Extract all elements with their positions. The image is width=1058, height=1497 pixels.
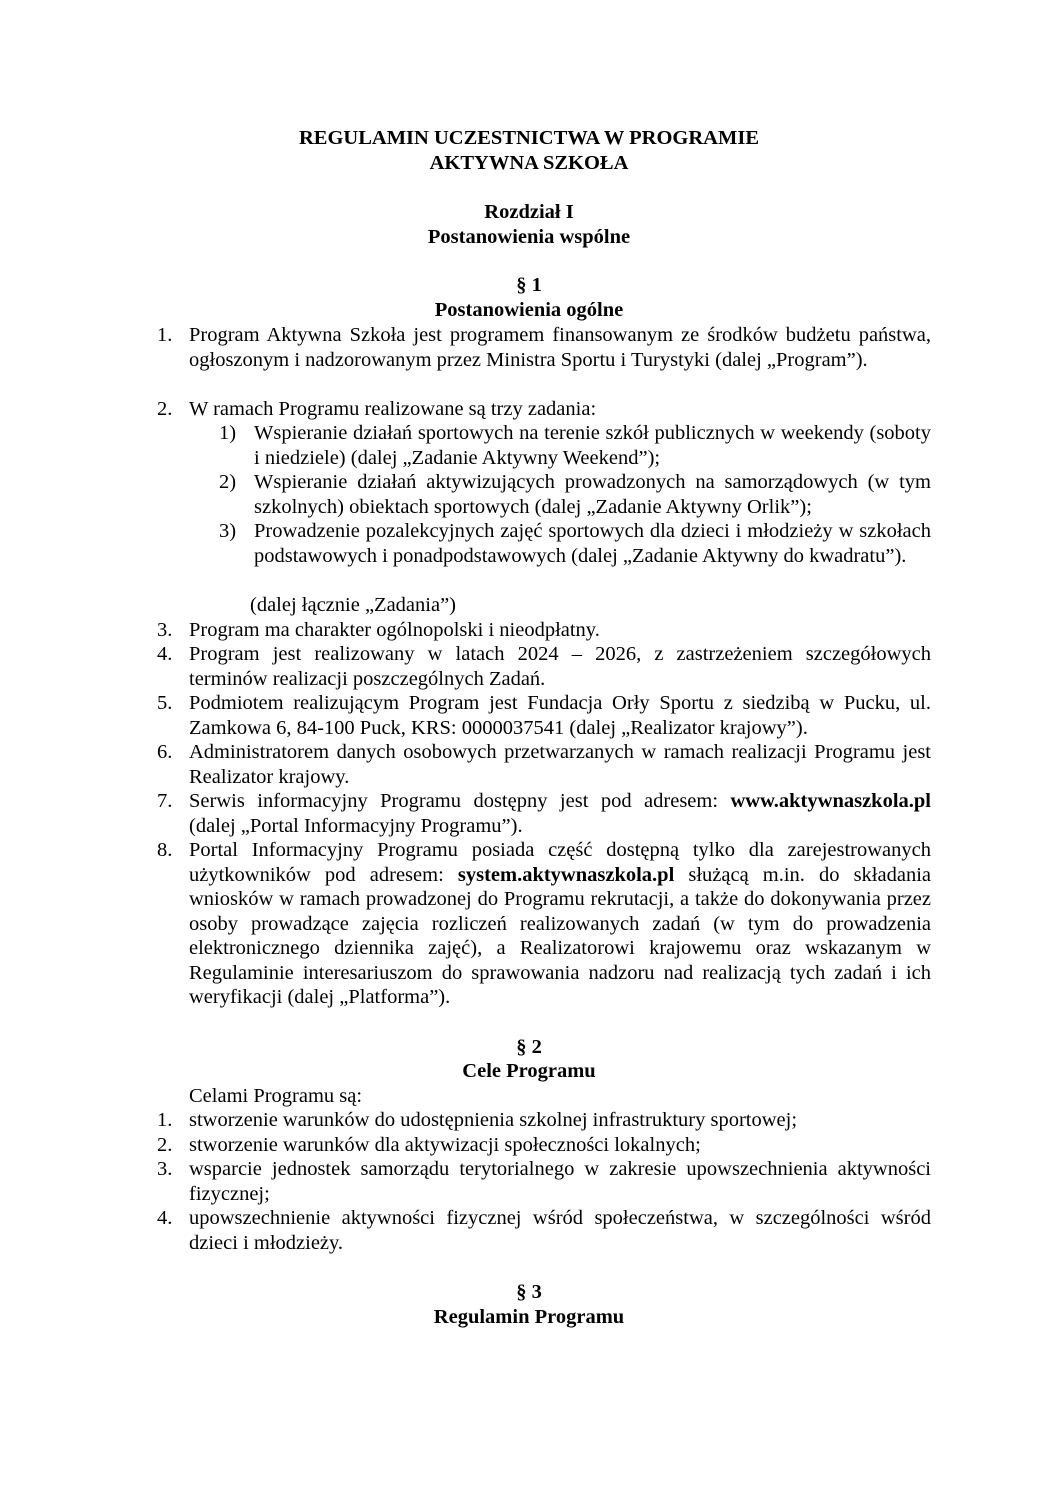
list-item-text: W ramach Programu realizowane są trzy zadania: [189,398,597,420]
list-item-number: 3. [157,619,173,641]
list-item-number: 2. [157,398,173,420]
chapter-number: Rozdział I [484,201,574,223]
list-item-text: Podmiotem realizującym Program jest Fundacja Orły Sportu z siedzibą w Pucku, ul. Zamkowa 6, 84-100 Puck, KRS: 0000037541 (dalej „Realizator krajowy”). [189,692,931,739]
list-item-number: 1. [157,324,173,346]
list-item-text: Program Aktywna Szkoła jest programem finansowanym ze środków budżetu państwa, ogłoszonym i nadzorowanym przez Ministra Sportu i Turystyki (dalej „Program”). [189,324,931,371]
section-3-number: § 3 [516,1281,542,1303]
document-title-line2: AKTYWNA SZKOŁA [429,152,629,174]
list-item-text: stworzenie warunków do udostępnienia szkolnej infrastruktury sportowej; [189,1109,798,1131]
text-fragment: (dalej „Portal Informacyjny Programu”). [189,814,523,837]
section-1-title: Postanowienia ogólne [434,299,624,321]
list-item-text [189,838,931,1010]
text-fragment: Portal Informacyjny Programu posiada część dostępną tylko dla zarejestrowanych użytkowników pod adresem: [189,839,931,886]
list-item-text: stworzenie warunków dla aktywizacji społeczności lokalnych; [189,1134,701,1156]
chapter-title: Postanowienia wspólne [427,226,631,248]
list-item-text: Program ma charakter ogólnopolski i nieodpłatny. [189,619,600,641]
section-2-title: Cele Programu [462,1060,596,1082]
list-item-text: upowszechnienie aktywności fizycznej wśród społeczeństwa, w szczególności wśród dzieci i młodzieży. [189,1207,931,1254]
sub-item-number: 1) [219,422,237,444]
list-item-number: 4. [157,1207,173,1229]
section-1-number: § 1 [516,274,542,296]
list-item-number: 8. [157,839,173,861]
list-item-number: 3. [157,1158,173,1180]
section-3-title: Regulamin Programu [433,1306,625,1328]
list-item-text: Program jest realizowany w latach 2024 – 2026, z zastrzeżeniem szczegółowych terminów realizacji poszczególnych Zadań. [189,643,931,690]
platform-link[interactable]: system.aktywnaszkola.pl [457,863,675,886]
list-item-number: 6. [157,741,173,763]
list-item-text: Administratorem danych osobowych przetwarzanych w ramach realizacji Programu jest Realizator krajowy. [189,741,931,788]
sub-item-number: 3) [219,520,237,542]
sub-items-note: (dalej łącznie „Zadania”) [250,594,456,616]
list-item-number: 7. [157,790,173,812]
list-item-number: 5. [157,692,173,714]
text-fragment: służącą m.in. do składania wniosków w ramach prowadzonej do Programu rekrutacji, a także do dokonywania przez osoby prowadzące zajęcia rozliczeń realizowanych zadań (w tym do prowadzenia elektronicznego dziennika zajęć), a Realizatorowi krajowemu oraz wskazanym w Regulaminie interesariuszom do sprawowania nadzoru nad realizacją tych zadań i ich weryfikacji (dalej „Platforma”). [189,863,931,1008]
sub-item-text: Prowadzenie pozalekcyjnych zajęć sportowych dla dzieci i młodzieży w szkołach podstawowych i ponadpodstawowych (dalej „Zadanie Aktywny do kwadratu”). [254,520,931,567]
list-item-text: wsparcie jednostek samorządu terytorialnego w zakresie upowszechnienia aktywności fizycznej; [189,1158,931,1205]
sub-item-text: Wspieranie działań aktywizujących prowadzonych na samorządowych (w tym szkolnych) obiektach sportowych (dalej „Zadanie Aktywny Orlik”); [254,471,931,518]
list-item-number: 4. [157,643,173,665]
section-2-number: § 2 [516,1036,542,1058]
text-fragment: Serwis informacyjny Programu dostępny jest pod adresem: [189,790,731,812]
portal-link[interactable]: www.aktywnaszkola.pl [730,790,931,812]
list-item-number: 2. [157,1134,173,1156]
section-2-intro: Celami Programu są: [189,1085,363,1107]
document-title-line1: REGULAMIN UCZESTNICTWA W PROGRAMIE [299,127,759,149]
list-item-text [189,789,931,838]
sub-item-text: Wspieranie działań sportowych na terenie szkół publicznych w weekendy (soboty i niedziele) (dalej „Zadanie Aktywny Weekend”); [254,422,931,469]
list-item-number: 1. [157,1109,173,1131]
sub-item-number: 2) [219,471,237,493]
